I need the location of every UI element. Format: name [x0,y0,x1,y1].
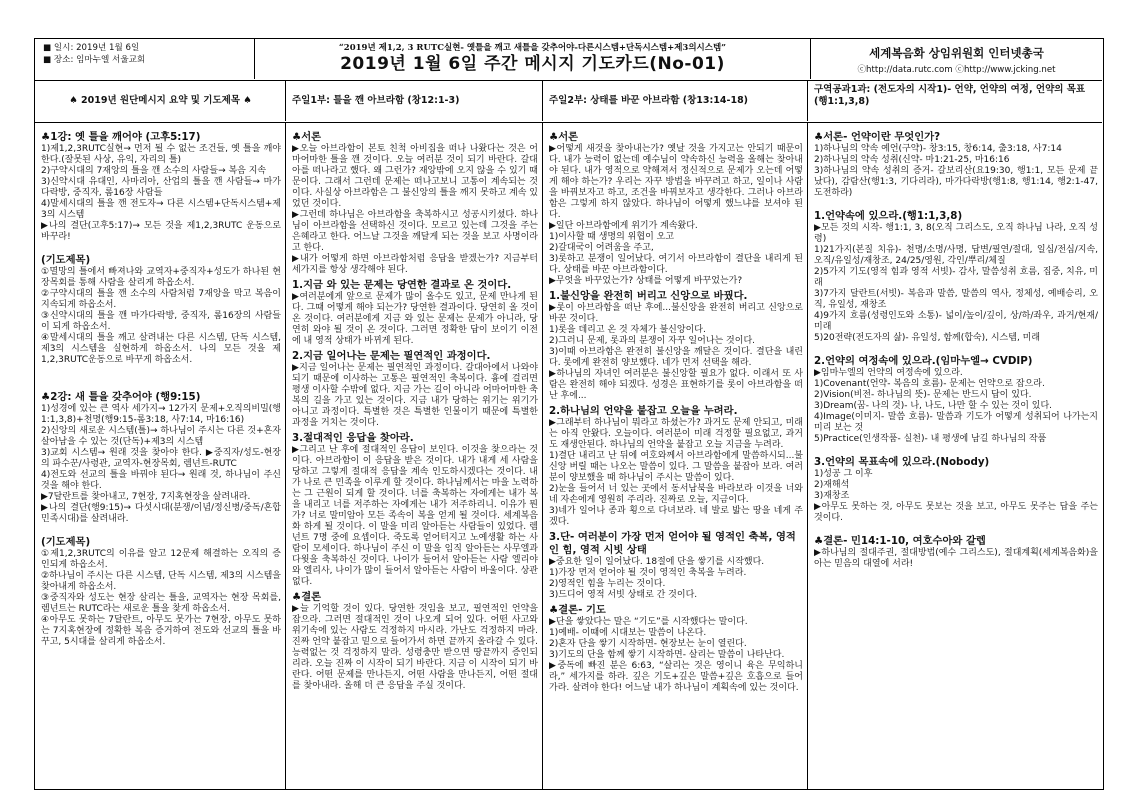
prayer-card-sheet [34,38,1104,790]
paragraph: ▶하나님의 절대주권, 절대방법(예수 그리스도), 절대계획(세계복음화)을 아는 믿음의 대열에 서라! [814,548,1098,569]
website-links[interactable]: ⓒhttp://data.rutc.com ⓒhttp://www.jcking.net [857,65,1056,75]
paragraph: 3)신약시대 유대인, 사마리아, 산업의 틀을 깬 사람들→ 마가다락방, 중직자, 롬16장 사람들 [41,177,281,198]
paragraph: 1)21가지(본질 치유)- 천명/소명/사명, 답변/필연/절대, 일심/전심/지속, 오직/유일성/재창조, 24/25/영원, 각인/뿌리/체질 [814,245,1098,266]
section-heading: ♣서론 [292,131,322,143]
section-heading: 2.하나님의 언약을 붙잡고 오늘을 누려라. [549,405,738,417]
header-title-box [255,39,811,79]
paragraph: 2)혼자 단을 쌓기 시작하면- 현장보는 눈이 열린다. [549,639,747,649]
section-heading: 1.불신앙을 완전히 버리고 신앙으로 바꿨다. [549,290,748,302]
paragraph: 3)7가지 달란트(서빗)- 복음과 말씀, 말씀의 역사, 정체성, 예배승리, 오직, 유일성, 재창조 [814,289,1098,310]
paragraph: 3)교회 시스템→ 원래 것을 찾아야 한다. ▶중직자/성도-현장의 파수꾼/사령관, 교역자-현장목회, 렘넌트-RUTC [41,448,281,469]
paragraph: ①제1,2,3RUTC의 이유를 알고 12문제 해결하는 오직의 증인되게 하옵소서. [41,549,281,570]
section-heading: ♣결론- 민14:1-10, 여호수아와 갈렙 [814,535,986,547]
paragraph: 3)Dream(꿈- 나의 것)- 나, 나도, 나만 할 수 있는 것이 있다. [814,401,1052,411]
paragraph: ▶나의 결단(고후5:17)→ 모든 것을 제1,2,3RUTC 운동으로 바꾸라! [41,221,281,242]
paragraph: ▶중요한 일이 일어났다. 18절에 단을 쌓기를 시작했다. [549,557,765,567]
paragraph: 1)성공 그 이후 [814,469,873,479]
section-heading: 1.지금 와 있는 문제는 당연한 결과로 온 것이다. [292,279,512,291]
paragraph: ▶단을 쌓았다는 말은 “기도”를 시작했다는 말이다. [549,617,748,627]
paragraph: ▶내가 어떻게 하면 아브라함처럼 응답을 받겠는가? 지금부터 세가지를 항상 생각해야 된다. [292,254,538,275]
paragraph: 3)드디어 영적 서빗 상태로 간 것이다. [549,590,698,600]
spacer [814,199,1098,207]
spacer [814,344,1098,352]
paragraph: 2)Vision(비전- 하나님의 뜻)- 문제는 반드시 답이 있다. [814,390,1032,400]
spacer [41,525,281,533]
spacer [41,243,281,251]
paragraph: ▶지금 일어나는 문제는 필연적인 과정이다. 갈대아에서 나와야 되기 때문에 이사하는 고통은 필연적인 축복이다. 흉에 걸리면 평생 이사할 수밖에 없다. 지금 가는 길이 아니라 어마어마한 축복의 길을 가고 있는 것이다. 지금 내가 당하는 위기는 위기가 아니고 과정이다. 특별한 것은 특별한 인물이기 때문에 특별한 과정을 거치는 것이다. [292,363,538,428]
paragraph: 4)9가지 흐름(성령인도와 소통)- 넓이/높이/깊이, 상/하/좌우, 과거/현재/미래 [814,311,1098,332]
section-heading: ♣서론- 언약이란 무엇인가? [814,131,941,143]
paragraph: 1)제1,2,3RUTC실현→ 먼저 될 수 없는 조건들, 옛 틀을 깨야 한다.(잘못된 사상, 유익, 자리의 틀) [41,144,281,165]
paragraph: 4)전도와 선교의 틀을 바꿔야 된다→ 원래 것, 하나님이 주신 것을 해야 한다. [41,470,281,491]
paragraph: ▶그런데 하나님은 아브라함을 축복하시고 성공시키셨다. 하나님이 아브라함을 선택하신 것이다. 모르고 있는데 그것을 주는 은혜라고 한다. 어느날 그것을 깨달게 되는 것을 보고 사명이라고 한다. [292,210,538,253]
paragraph: 3)하나님의 약속 성취의 증거- 갈보리산(요19:30, 행1:1, 모든 문제 끝났다), 감람산(행1:3, 기다리라), 마가다락방(행1:8, 행1:14, 행2:1-47, 도전하라) [814,166,1098,198]
paragraph: ▶그래부터 하나님이 뭐라고 하셨는가? 과거도 문제 안되고, 미래는 아직 안왔다. 오늘이다. 여러분이 미래 걱정할 필요없고, 과거도 재생안된다. 하나님의 언약을 붙잡고 오늘 지금을 누려라. [549,418,803,450]
paragraph: ▶나의 결단(행9:15)→ 다섯시대(분쟁/이념/정신병/중독/혼합민족시대)를 살려내라. [41,503,281,524]
section-heading: 3.단- 여러분이 가장 먼저 얻어야 될 영적인 축복, 영적인 힘, 영적 시빗 상태 [549,531,796,556]
paragraph: ②하나님이 주시는 다른 시스템, 단독 시스템, 제3의 시스템을 찾아내게 하옵소서. [41,571,281,592]
place-line: ■ 장소: 임마누엘 서울교회 [43,55,146,65]
paragraph: 3)재창조 [814,491,850,501]
paragraph: ④말세시대의 틀을 깨고 살려내는 다른 시스템, 단독 시스템, 제3의 시스템을 실현하게 하옵소서. 나의 모든 것을 제1,2,3RUTC운동으로 바꾸게 하옵소서. [41,333,281,365]
paragraph: ②구약시대의 틀을 깬 소수의 사람처럼 7재앙을 막고 복음이 지속되게 하옵소서. [41,289,281,310]
paragraph: 2)영적인 힘을 누리는 것이다. [549,579,666,589]
section-heading: 2.지금 일어나는 문제는 필연적인 과정이다. [292,350,491,362]
section-heading: 2.언약의 여정속에 있으라.(임마누엘→ CVDIP) [814,355,1033,367]
section-heading: ♣결론 [292,591,322,603]
paragraph: ▶일단 아브라함에게 위기가 계속왔다. [549,221,698,231]
spacer [41,366,281,388]
page-title: 2019년 1월 6일 주간 메시지 기도카드(No-01) [340,54,725,74]
paragraph: 1)성경에 있는 큰 역사 세가지→ 12가지 문제+오직의비밀(행1:1,3,8)+천명(행9:15-롬3:18, 사7:14, 마16:16) [41,404,281,425]
paragraph: 2)구약시대의 7재앙의 틀을 깬 소수의 사람들→ 복음 지속 [41,166,267,176]
paragraph: ▶하나님의 자녀인 여러분은 불신앙할 필요가 없다. 이래서 또 사람은 완전히 해야 되겠다. 성경은 표현하기를 롯이 아브라함을 떠난 후에... [549,369,803,401]
card-header [35,39,1102,81]
col1-header: ♠ 2019년 원단메시지 요약 및 기도제목 ♠ [35,81,286,121]
paragraph: 2)재해석 [814,480,850,490]
section-heading: (기도제목) [41,254,91,266]
paragraph: 5)20전략(전도자의 삶)- 유일성, 함께(합숙), 시스템, 미래 [814,333,1041,343]
paragraph: ▶늘 기억할 것이 있다. 당연한 것임을 보고, 필연적인 언약을 잡으라. 그러면 절대적인 것이 나오게 되어 있다. 어떤 사고와 위기속에 있는 사람도 걱정하지 마시라. 가난도 걱정하지 마라. 진짜 언약 붙잡고 밑으로 들어가서 하면 끝까지 올라갈 수 있다. 능력없는 것 걱정하지 말라. 성령충만 받으면 땅끝까지 증인되리라. 오늘 진짜 이 시작이 되기 바란다. 지금 이 시작이 되기 바란다. 어떤 문제를 만나든지, 어떤 사람을 만나든지, 어떤 절대를 찾아내라. 올해 더 큰 응답을 주실 것이다. [292,604,538,691]
paragraph: 3)롯하고 분쟁이 일어났다. 여기서 아브라함이 결단을 내리게 된다. 상태를 바꾼 아브라함이다. [549,254,803,275]
paragraph: 2)눈을 들어서 너 있는 곳에서 동서남북을 바라보라 이것을 너와 네 자손에게 영원히 주리라. 진짜로 오늘, 지금이다. [549,484,803,505]
col1-body [35,123,286,789]
paragraph: ▶아무도 못하는 것, 아무도 못보는 것을 보고, 아무도 못주는 답을 주는 것이다. [814,502,1098,523]
header-org-box [811,39,1102,79]
paragraph: ▶오늘 아브라함이 본토 친척 아비집을 떠나 나왔다는 것은 어마어마한 틀을 깬 것이다. 오늘 여러분 것이 되기 바란다. 갈대아를 떠나라고 했다. 왜 그런가? 재앙밖에 오지 않을 수 있기 때문이다. 그래서 그런데 문제는 떠나고보니 고통이 계속되는 것이다. 사실상 아브라함은 그 불신앙의 틀을 깨지 못하고 계속 있었던 것이다. [292,144,538,209]
col4-body [808,123,1102,789]
paragraph: ▶모든 것의 시작- 행1:1, 3, 8(오직 그리스도, 오직 하나님 나라, 오직 성령) [814,223,1098,244]
section-heading: 1.언약속에 있으라.(행1:1,3,8) [814,210,963,222]
paragraph: 2)하나님의 약속 성취(신약- 마1:21-25, 마16:16 [814,155,1010,165]
paragraph: 1)가장 먼저 얻어야 될 것이 영적인 축복을 누려라. [549,568,747,578]
paragraph: 2)5가지 기도(영적 힘과 영적 서빗)- 감사, 말씀성취 흐름, 집중, 치유, 미래 [814,267,1098,288]
paragraph: ①멸망의 틀에서 빠져나와 교역자+중직자+성도가 하나된 현장목회를 통해 사람을 살리게 하옵소서. [41,267,281,288]
spacer [814,524,1098,532]
col3-body [543,123,808,789]
paragraph: ③신약시대의 틀을 깬 마가다락방, 중직자, 롬16장의 사람들이 되게 하옵소서. [41,311,281,332]
paragraph: 1)롯을 데리고 온 것 자체가 불신앙이다. [549,325,706,335]
section-heading: 3.절대적인 응답을 찾아라. [292,432,414,444]
paragraph: ▶임마누엘의 언약의 여정속에 있으라. [814,368,963,378]
paragraph: ③중직자와 성도는 현장 살리는 틀을, 교역자는 현장 목회를, 렘넌트는 RUTC라는 새로운 틀을 찾게 하옵소서. [41,593,281,614]
paragraph: 3)이때 아브라함은 완전히 불신앙을 깨달은 것이다. 결단을 내린다. 롯에게 완전히 양보했다. 네가 먼저 선택을 해라. [549,347,803,368]
header-info-box [35,39,255,79]
paragraph: ④아무도 못하는 7달란트, 아무도 못가는 7현장, 아무도 못하는 7지혹현장에 정확한 복음 증거하여 전도와 선교의 틀을 바꾸고, 5시대를 살리게 하옵소서. [41,615,281,647]
paragraph: 1)예배- 이때에 시대보는 말씀이 나온다. [549,628,707,638]
paragraph: 2)신앙의 새로운 시스템(틀)→ 하나님이 주시는 다른 것+혼자 살아남을 수 있는 것(단독)+제3의 시스템 [41,426,281,447]
paragraph: 4)Image(이미지- 말씀 흐름)- 말씀과 기도가 어떻게 성취되어 나가는지 미리 보는 것 [814,412,1098,433]
paragraph: 4)말세시대의 틀을 깬 전도자→ 다른 시스템+단독시스템+제3의 시스템 [41,199,281,220]
paragraph: ▶여러분에게 앞으로 문제가 많이 올수도 있고, 문제 만나게 된다. 그때 어떻게 해야 되는가? 당연한 결과이다. 당연히 올 것이 온 것이다. 여러분에게 지금 와 있는 문제는 문제가 아니라, 당연히 와야 될 것이 온 것이다. 그러면 정확한 답이 보이기 이전에 내 영적 상태가 바뀌게 된다. [292,292,538,346]
paragraph: 1)Covenant(언약- 복음의 흐름)- 문제는 언약으로 잡으라. [814,379,1045,389]
col3-header: 주일2부: 상태를 바꾼 아브라함 (창13:14-18) [543,81,808,121]
organization-name: 세계복음화 상임위원회 인터넷총국 [869,46,1044,60]
paragraph: ▶롯이 아브라함을 떠난 후에...불신앙을 완전히 버리고 신앙으로 바꾼 것이다. [549,303,803,324]
section-heading: ♣2강: 새 틀을 갖추어야 (행9:15) [41,391,201,403]
paragraph: ▶어떻게 새것을 찾아내는가? 옛날 것을 가지고는 안되기 때문이다. 내가 능력이 없는데 예수님이 약속하신 능력을 올해는 찾아내야 된다. 내가 영적으로 약해져서 정신적으로 문제가 오는데 어떻게 해야 하는가? 우리는 자꾸 방법을 바꾸려고 하고, 일이나 사람을 바꿔보자고 하고, 조건을 바꿔보자고 생각한다. 그러나 아브라함은 그렇게 하지 않았다. 하나님이 어떻게 했느냐를 보셔야 된다. [549,144,803,220]
col4-header: 구역공과1과: (전도자의 시작1)- 언약, 언약의 여정, 언약의 목표 (행1:1,3,8) [814,84,1086,107]
paragraph: 1)하나님의 약속 예언(구약)- 창3:15, 창6:14, 출3:18, 사7:14 [814,144,1062,154]
col2-header: 주일1부: 틀을 깬 아브라함 (창12:1-3) [286,81,543,121]
paragraph: 2)그러니 문제, 롯과의 분쟁이 자꾸 일어나는 것이다. [549,336,756,346]
section-heading: 3.언약의 목표속에 있으라.(Nobody) [814,456,990,468]
paragraph: 1)이사할 때 생명의 위협이 오고 [549,232,675,242]
section-heading: ♣1강: 옛 틀을 깨어야 (고후5:17) [41,131,201,143]
paragraph: 1)결단 내리고 난 뒤에 여호와께서 아브라함에게 말씀하시되...불신앙 버릴 때는 나오는 말씀이 있다. 그 말씀을 붙잡아 보라. 여러분이 양보했을 때 하나님이 주시는 말씀이 있다. [549,451,803,483]
section-heading: (기도제목) [41,536,91,548]
spacer [814,445,1098,453]
paragraph: 3)기도의 단을 함께 쌓기 시작하면- 살리는 말씀이 나타난다. [549,650,785,660]
column-headers [35,81,1102,123]
section-heading: ♣서론 [549,131,579,143]
paragraph: ▶그리고 난 후에 절대적인 응답이 보인다. 이것을 찾으라는 것이다. 아브라함이 이 응답을 받은 것이다. 내가 내게 세 사람을 당하고 그렇게 절대적 응답을 계속 인도하시겠다는 것이다. 내가 나로 큰 민족을 이루게 할 것이다. 하나님께서는 마을 노력하는 그 근원이 되게 할 것이다. 너를 축복하는 자에게는 내가 복을 내리고 너를 저주하는 자에게는 내가 저주하리니. 이유가 뭔가? 너로 말미암아 모든 족속이 복을 얻게 될 것이다. 세계복음화 하게 될 것이다. 이 말을 미리 알아듣는 사람들이 있었다. 렘넌트 7명 중에 요셉이다. 죽도록 얻어터지고 노예생활 하는 사람이 모세이다. 하나님이 주신 이 말을 임직 알아듣는 사무엘과 다윗을 축복하신 것이다. 나이가 들어서 알아듣는 사람 엘리야와 엘리사, 나이가 많이 들어서 알아듣는 사람이 바울이다. 상관없다. [292,445,538,587]
paragraph: ▶무엇을 바꾸었는가? 상태를 어떻게 바꾸었는가? [549,276,743,286]
section-heading: ♣결론- 기도 [549,604,606,616]
paragraph: ▶중독에 빠진 분은 6:63, “살리는 것은 영이니 육은 무익하니라,” 세가지를 하라. 깊은 기도+깊은 말씀+깊은 호흡으로 들어가라. 살려야 한다! 어느날 내가 하나님이 계획속에 있는 것이다. [549,661,803,693]
paragraph: 3)네가 일어나 종과 횡으로 다녀보라. 네 발로 밟는 땅을 네게 주겠다. [549,506,803,527]
paragraph: 2)갈대국이 어려움을 주고, [549,243,654,253]
col2-body [286,123,543,789]
paragraph: 5)Practice(인생작품- 실천)- 내 평생에 남길 하나님의 작품 [814,434,1047,444]
paragraph: ▶7달란트를 찾아내고, 7현장, 7지혹현장을 살려내라. [41,492,251,502]
date-line: ■ 일시: 2019년 1월 6일 [43,43,140,53]
motto: “2019년 제1,2, 3 RUTC실현- 옛틀을 깨고 새틀을 갖추어야-다른시스템+단독시스템+제3의시스템” [338,43,727,53]
